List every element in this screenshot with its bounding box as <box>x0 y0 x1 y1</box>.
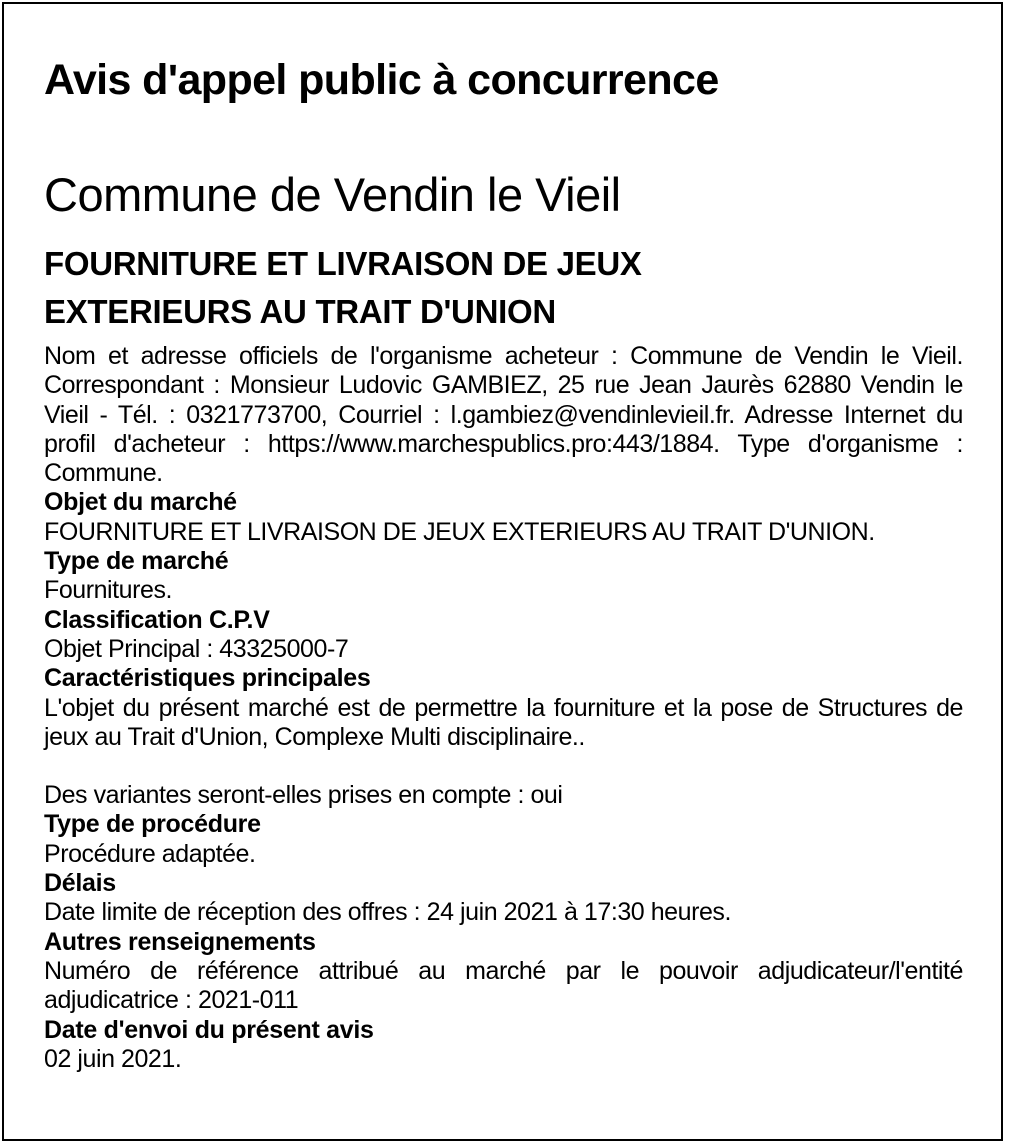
section-text-autres: Numéro de référence attribué au marché par le pouvoir adjudicateur/l'entité adjudicatrice : 2021-011 <box>44 956 963 1015</box>
section-heading-autres: Autres renseignements <box>44 927 316 956</box>
subject-line-1: FOURNITURE ET LIVRAISON DE JEUX <box>44 245 642 282</box>
section-heading-envoi: Date d'envoi du présent avis <box>44 1015 374 1044</box>
notice-title: Avis d'appel public à concurrence <box>44 56 719 104</box>
section-text-envoi: 02 juin 2021. <box>44 1044 182 1073</box>
spacer <box>44 752 963 781</box>
section-text-variantes: Des variantes seront-elles prises en compte : oui <box>44 781 563 810</box>
section-heading-caracteristiques: Caractéristiques principales <box>44 664 371 693</box>
section-heading-procedure: Type de procédure <box>44 810 261 839</box>
section-heading-delais: Délais <box>44 869 116 898</box>
section-heading-objet: Objet du marché <box>44 488 237 517</box>
notice-body <box>44 342 963 1074</box>
subject-line-2: EXTERIEURS AU TRAIT D'UNION <box>44 293 556 330</box>
section-text-caracteristiques: L'objet du présent marché est de permettre la fourniture et la pose de Structures de jeux au Trait d'Union, Complexe Multi disciplinaire.. <box>44 693 963 751</box>
intro-paragraph: Nom et adresse officiels de l'organisme acheteur : Commune de Vendin le Vieil. Correspondant : Monsieur Ludovic GAMBIEZ, 25 rue Jean Jaurès 62880 Vendin le Vieil - Tél. : 0321773700, Courriel : l.gambiez@vendinlevieil.fr. Adresse Internet du profil d'acheteur : https://​www.marchespublics.pro:443/1884. Type d'organisme : Commune. <box>44 342 963 488</box>
section-heading-type-marche: Type de marché <box>44 547 229 576</box>
section-text-delais: Date limite de réception des offres : 24 juin 2021 à 17:30 heures. <box>44 898 731 927</box>
section-heading-cpv: Classification C.P.V <box>44 605 270 634</box>
section-text-type-marche: Fournitures. <box>44 576 172 605</box>
section-text-objet: FOURNITURE ET LIVRAISON DE JEUX EXTERIEURS AU TRAIT D'UNION. <box>44 517 875 546</box>
section-text-cpv: Objet Principal : 43325000-7 <box>44 634 349 663</box>
section-text-procedure: Procédure adaptée. <box>44 839 256 868</box>
notice-subject <box>44 240 642 336</box>
notice-frame <box>2 2 1003 1141</box>
organisation-name: Commune de Vendin le Vieil <box>44 168 621 221</box>
